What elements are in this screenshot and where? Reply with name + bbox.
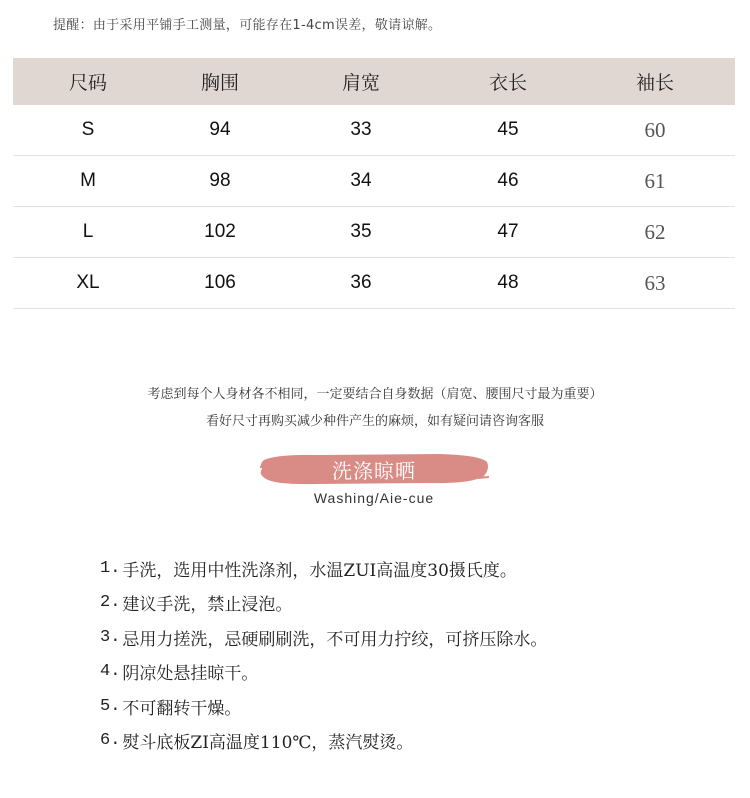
table-row: [13, 105, 735, 156]
care-text: 忌用力搓洗，忌硬刷刷洗，不可用力拧绞，可挤压除水。: [122, 629, 548, 650]
cell-length: 47: [497, 221, 519, 242]
list-item: [100, 689, 547, 724]
list-item: [100, 620, 547, 655]
list-item: [100, 551, 547, 586]
table-header: [13, 58, 735, 105]
cell-chest: 106: [204, 272, 236, 293]
cell-sleeve: 63: [644, 270, 666, 295]
header-size: 尺码: [68, 72, 108, 94]
cell-length: 45: [497, 119, 519, 140]
table-row: [13, 156, 735, 207]
care-number: 1.: [100, 558, 121, 578]
banner-subtitle: Washing/Aie-cue: [313, 490, 435, 506]
care-number: 4.: [100, 662, 121, 682]
measurement-note: 提醒：由于采用平铺手工测量，可能存在1-4cm误差，敬请谅解。: [53, 18, 442, 33]
care-text: 不可翻转干燥。: [122, 698, 242, 719]
header-length: 衣长: [488, 72, 528, 94]
list-item: [100, 724, 547, 759]
table-row: [13, 207, 735, 258]
fit-tip: 考虑到每个人身材各不相同，一定要结合自身数据（肩宽、腰围尺寸最为重要）: [147, 387, 603, 402]
size-table: [13, 58, 735, 309]
cell-shoulder: 34: [350, 170, 372, 191]
cell-sleeve: 60: [644, 117, 666, 142]
care-number: 3.: [100, 627, 121, 647]
washing-banner: [258, 452, 490, 486]
list-item: [100, 655, 547, 690]
cell-sleeve: 61: [644, 168, 666, 193]
cell-size: XL: [76, 272, 100, 293]
cell-chest: 102: [204, 221, 236, 242]
cell-size: S: [81, 119, 95, 140]
header-sleeve: 袖长: [635, 72, 675, 94]
care-instructions: [100, 551, 547, 758]
care-text: 建议手洗，禁止浸泡。: [122, 595, 293, 616]
cell-length: 46: [497, 170, 519, 191]
care-number: 6.: [100, 731, 121, 751]
cell-chest: 94: [209, 119, 231, 140]
cell-length: 48: [497, 272, 519, 293]
care-number: 2.: [100, 593, 121, 613]
table-row: [13, 258, 735, 309]
cell-sleeve: 62: [644, 219, 666, 244]
care-text: 手洗，选用中性洗涤剂，水温ZUI高温度30摄氏度。: [122, 560, 517, 581]
header-shoulder: 肩宽: [341, 72, 381, 94]
cell-shoulder: 33: [350, 119, 372, 140]
cell-size: L: [82, 221, 94, 242]
fit-tip: 看好尺寸再购买减少种件产生的麻烦，如有疑问请咨询客服: [205, 414, 544, 429]
banner-title: 洗涤晾晒: [332, 459, 416, 483]
cell-chest: 98: [209, 170, 231, 191]
care-number: 5.: [100, 696, 121, 716]
list-item: [100, 586, 547, 621]
header-chest: 胸围: [200, 72, 240, 94]
cell-shoulder: 35: [350, 221, 372, 242]
care-text: 阴凉处悬挂晾干。: [122, 664, 259, 685]
care-text: 熨斗底板ZI高温度110℃，蒸汽熨烫。: [122, 733, 414, 754]
cell-size: M: [80, 170, 96, 191]
cell-shoulder: 36: [350, 272, 372, 293]
